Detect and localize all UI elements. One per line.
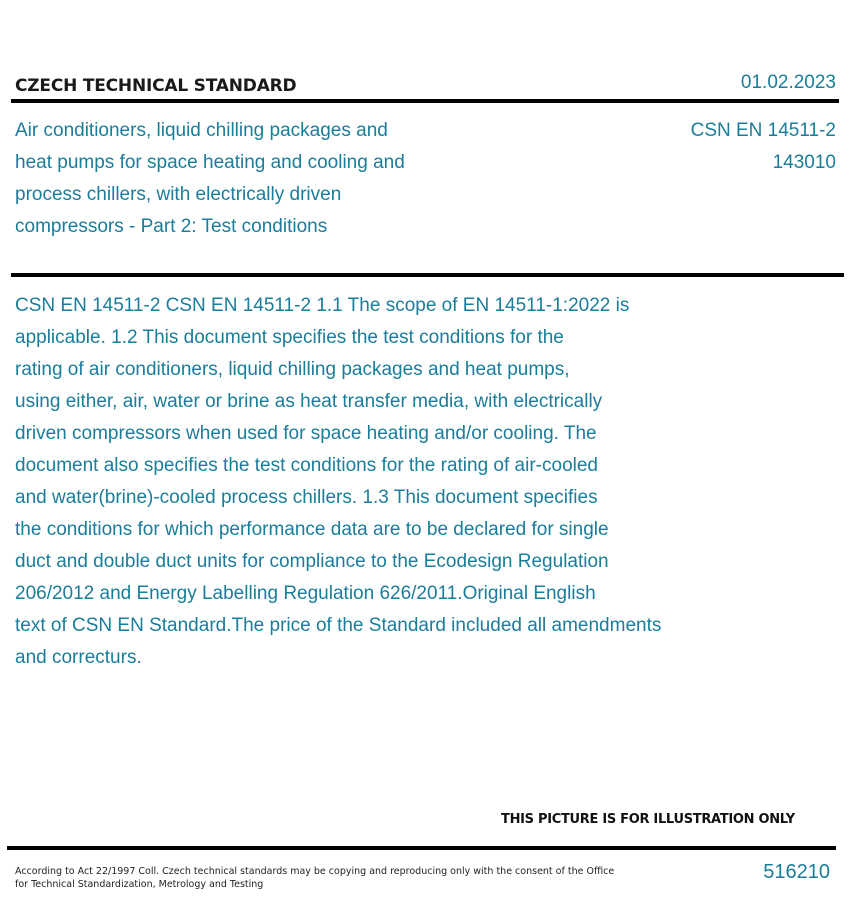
standard-title: Air conditioners, liquid chilling packages and heat pumps for space heating and cooling and process chillers, with electrically driven compressors - Part 2: Test conditions: [15, 120, 405, 237]
legal-notice: According to Act 22/1997 Coll. Czech technical standards may be copying and reproducing only with the consent of the Office for Technical Standardization, Metrology and Testing: [15, 866, 615, 890]
publication-date: 01.02.2023: [740, 72, 836, 93]
title-divider: [11, 273, 844, 277]
header-divider: [11, 99, 839, 103]
footer-divider: [7, 846, 836, 850]
standard-number: CSN EN 14511-2: [690, 120, 836, 141]
standard-number-block: [691, 115, 836, 179]
illustration-notice: THIS PICTURE IS FOR ILLUSTRATION ONLY: [501, 812, 795, 827]
standard-abstract: CSN EN 14511-2 CSN EN 14511-2 1.1 The scope of EN 14511-1:2022 is applicable. 1.2 This document specifies the test conditions for the rating of air conditioners, liquid chilling packages and heat pumps, using either, air, water or brine as heat transfer media, with electrically driven compressors when used for space heating and/or cooling. The document also specifies the test conditions for the rating of air-cooled and water(brine)-cooled process chillers. 1.3 This document specifies the conditions for which performance data are to be declared for single duct and double duct units for compliance to the Ecodesign Regulation 206/2012 and Energy Labelling Regulation 626/2011.Original English text of CSN EN Standard.The price of the Standard included all amendments and correcturs.: [15, 295, 662, 668]
catalog-code: 516210: [763, 861, 830, 883]
standard-category-heading: CZECH TECHNICAL STANDARD: [15, 76, 297, 96]
classification-code: 143010: [772, 152, 836, 173]
